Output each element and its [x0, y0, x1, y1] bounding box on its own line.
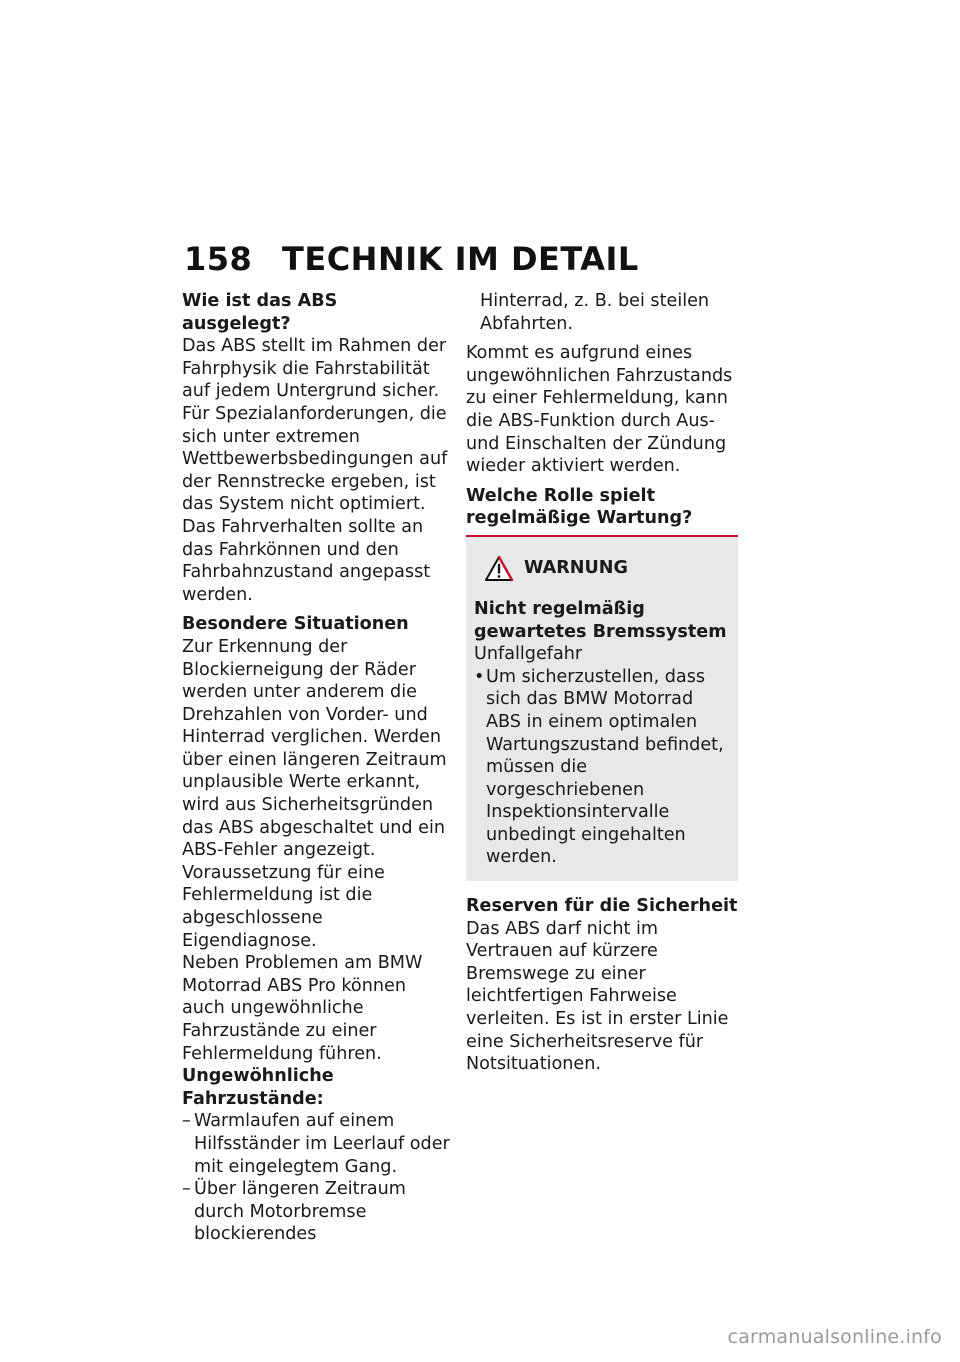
abs-text: Das ABS stellt im Rahmen der Fahrphysik die Fahrstabilität auf jedem Untergrund sicher. Für Spezialanforderungen, die sich unter extremen Wettbewerbsbedingungen auf der Rennstrecke ergeben, ist das System nicht optimiert. Das Fahrverhalten sollte an das Fahrkönnen und den Fahrbahnzustand angepasst werden. — [182, 336, 448, 605]
problems-text: Neben Problemen am BMW Motorrad ABS Pro können auch ungewöhnliche Fahrzustände zu einer Fehlermeldung führen. — [182, 953, 423, 1064]
dash-marker: – — [182, 1179, 191, 1200]
continuation-text: Hinterrad, z. B. bei steilen Abfahrten. — [480, 291, 710, 334]
reserves-heading: Reserven für die Sicherheit — [466, 896, 738, 917]
left-column — [182, 290, 450, 1246]
warning-header — [484, 555, 728, 582]
dash-marker: – — [182, 1111, 191, 1132]
warning-list — [474, 666, 728, 869]
reserves-text: Das ABS darf nicht im Vertrauen auf kürzere Bremswege zu einer leichtfertigen Fahrweise verleiten. Es ist in erster Linie eine Sicherheitsreserve für Notsituationen. — [466, 918, 729, 1075]
right-column — [466, 290, 738, 1076]
list-item — [182, 1110, 450, 1178]
unusual-list — [182, 1110, 450, 1246]
warning-box — [466, 537, 738, 881]
page-header — [184, 240, 744, 278]
list-item-text: Um sicherzustellen, dass sich das BMW Motorrad ABS in einem optimalen Wartungszustand befindet, müssen die vorgeschriebenen Inspektionsintervalle unbedingt eingehalten werden. — [486, 666, 724, 868]
warning-title: Nicht regelmäßig gewartetes Bremssystem — [474, 598, 727, 642]
situations-heading: Besondere Situationen — [182, 614, 409, 635]
warning-subtitle: Unfallgefahr — [474, 644, 583, 665]
warning-triangle-icon — [484, 555, 514, 582]
list-item — [474, 666, 728, 869]
reset-text: Kommt es aufgrund eines ungewöhnlichen Fahrzustands zu einer Fehlermeldung, kann die ABS-Funktion durch Aus- und Einschalten der Zündung wieder aktiviert werden. — [466, 343, 733, 477]
warning-label: WARNUNG — [524, 558, 628, 579]
section-title: TECHNIK IM DETAIL — [282, 240, 639, 278]
abs-heading: Wie ist das ABS ausgelegt? — [182, 291, 338, 334]
list-item-text: Warmlaufen auf einem Hilfsständer im Leerlauf oder mit eingelegtem Gang. — [194, 1111, 450, 1177]
watermark: carmanualsonline.info — [727, 1326, 942, 1348]
list-item — [182, 1178, 450, 1246]
maintenance-heading: Welche Rolle spielt regelmäßige Wartung? — [466, 485, 738, 537]
situations-text: Zur Erkennung der Blockierneigung der Räder werden unter anderem die Drehzahlen von Vorder- und Hinterrad verglichen. Werden über einen längeren Zeitraum unplausible Werte erkannt, wird aus Sicherheitsgründen das ABS abgeschaltet und ein ABS-Fehler angezeigt. Voraussetzung für eine Fehlermeldung ist die abgeschlossene Eigendiagnose. — [182, 636, 447, 951]
unusual-heading: Ungewöhnliche Fahrzustände: — [182, 1066, 334, 1109]
list-item-text: Über längeren Zeitraum durch Motorbremse blockierendes — [194, 1179, 406, 1245]
page-number: 158 — [184, 240, 253, 278]
bullet-marker: • — [474, 666, 485, 687]
